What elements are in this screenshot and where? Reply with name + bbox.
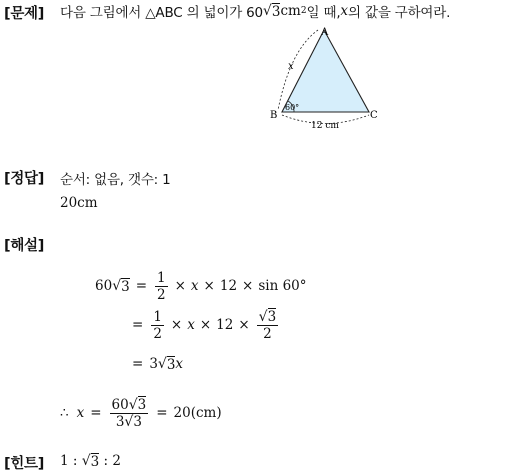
conclusion-eq-2: = xyxy=(156,405,168,421)
triangle-abc xyxy=(282,30,369,112)
angle-label: 60° xyxy=(285,103,300,112)
problem-sqrt-arg: 3 xyxy=(271,3,281,20)
twelve: 12 xyxy=(219,278,238,294)
answer-value: 20cm xyxy=(60,195,98,211)
line2-sqrt3-over-2 xyxy=(257,309,279,342)
line1-half xyxy=(155,270,168,303)
frac-den: 2 xyxy=(263,325,272,342)
problem-unit: cm xyxy=(280,3,301,19)
num-coef: 60 xyxy=(111,396,129,413)
solution-line-2 xyxy=(132,306,280,344)
sqrt-symbol: √ xyxy=(128,396,138,413)
times-sign: × xyxy=(170,317,183,333)
solution-line-3 xyxy=(132,354,183,374)
line1-coef: 60 xyxy=(95,278,113,294)
frac-num xyxy=(257,309,279,326)
line1-eq: = xyxy=(135,278,148,294)
problem-text xyxy=(60,2,450,20)
frac-num: 1 xyxy=(157,269,166,286)
sqrt-symbol: √ xyxy=(124,413,134,430)
twelve: 12 xyxy=(216,317,234,333)
vertex-b: B xyxy=(270,110,278,121)
frac-den xyxy=(110,414,149,430)
problem-var: x xyxy=(340,3,349,19)
line3-eq: = xyxy=(132,356,144,372)
hint-pre: 1 : xyxy=(60,453,82,469)
frac-den: 2 xyxy=(157,286,166,303)
sqrt-arg: 3 xyxy=(267,308,277,325)
frac-num: 1 xyxy=(153,308,162,325)
triangle-figure xyxy=(268,24,388,132)
frac-num xyxy=(110,397,149,414)
problem-text-mid: 일 때, xyxy=(306,5,341,21)
den-coef: 3 xyxy=(115,413,125,430)
frac-den: 2 xyxy=(153,325,162,342)
times-sign: × xyxy=(174,278,186,294)
answer-meta: 순서: 없음, 갯수: 1 xyxy=(60,172,171,188)
line1-sqrt: 3 xyxy=(121,278,130,295)
hint-post: : 2 xyxy=(99,453,121,469)
conclusion-eq: = xyxy=(90,405,102,421)
solution-label: [해설] xyxy=(4,238,45,254)
problem-text-before: 다음 그림에서 △ABC 의 넓이가 60 xyxy=(60,5,263,21)
sqrt-arg: 3 xyxy=(133,413,142,430)
times-sign: × xyxy=(242,278,254,294)
hint-label: [힌트] xyxy=(4,456,45,472)
therefore-symbol: ∴ xyxy=(60,405,69,421)
solution-line-1 xyxy=(95,268,307,304)
line3-sqrt: 3 xyxy=(166,356,176,373)
solution-conclusion xyxy=(60,393,222,433)
sqrt-symbol: √ xyxy=(81,453,91,469)
line2-half xyxy=(151,309,164,342)
problem-unit-exp: 2 xyxy=(300,6,307,16)
vertex-c: C xyxy=(370,110,378,121)
var-x: x xyxy=(175,356,184,372)
sin60: sin 60° xyxy=(258,278,307,294)
times-sign: × xyxy=(238,317,250,333)
sqrt-arg: 3 xyxy=(137,396,147,413)
problem-text-after: 의 값을 구하여라. xyxy=(348,5,451,21)
sqrt-symbol: √ xyxy=(262,3,272,19)
var-x: x xyxy=(76,405,85,421)
times-sign: × xyxy=(203,278,215,294)
vertex-a: A xyxy=(321,27,329,38)
hint-text xyxy=(60,452,121,470)
answer-label: [정답] xyxy=(4,171,45,187)
sqrt-symbol: √ xyxy=(112,278,122,294)
var-x: x xyxy=(190,278,199,294)
sqrt-symbol: √ xyxy=(157,356,167,372)
side-label-x: x xyxy=(288,61,294,72)
line3-coef: 3 xyxy=(149,356,158,372)
hint-sqrt: 3 xyxy=(90,453,100,470)
conclusion-frac xyxy=(110,397,149,430)
conclusion-result: 20(cm) xyxy=(173,405,222,421)
times-sign: × xyxy=(199,317,212,333)
var-x: x xyxy=(187,317,195,333)
sqrt-symbol: √ xyxy=(258,308,268,325)
line2-eq: = xyxy=(132,317,144,333)
base-label: 12 cm xyxy=(311,121,339,131)
problem-label: [문제] xyxy=(4,6,45,22)
